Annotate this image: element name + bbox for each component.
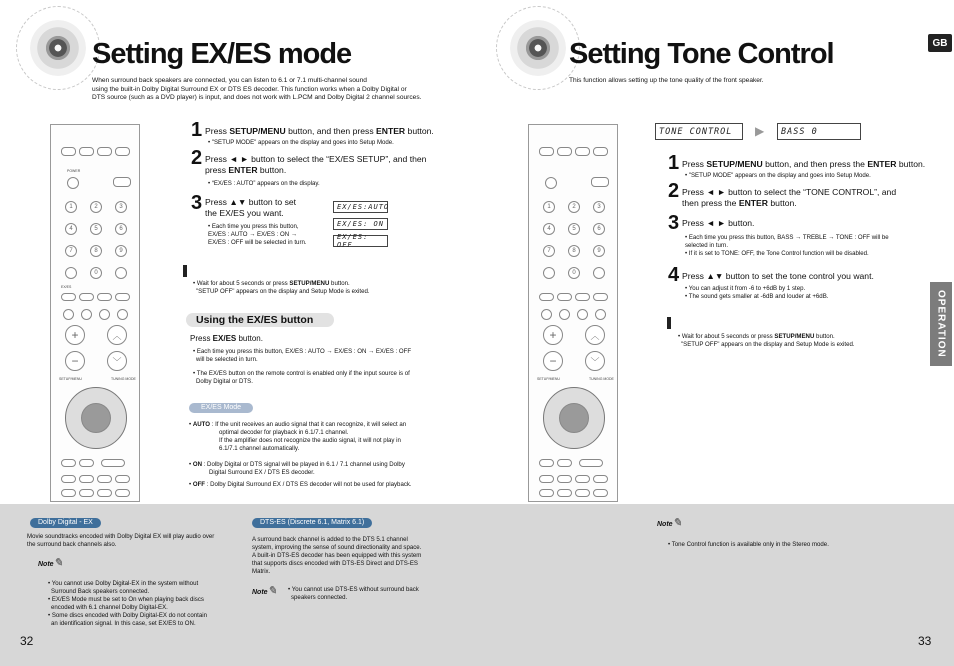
remote-top-button <box>79 147 94 156</box>
step-3-text: Press ▲▼ button to set the EX/ES you want. <box>205 197 297 218</box>
remote-volume-down-button: − <box>543 351 563 371</box>
remote-bottom-button <box>593 475 608 483</box>
dolby-digital-ex-tag: Dolby Digital - EX <box>30 518 101 528</box>
remote-power-button <box>67 177 79 189</box>
remote-digit-7: 7 <box>65 245 77 257</box>
note-icon: Note✎ <box>657 517 682 529</box>
remote-dsp-button <box>557 459 572 467</box>
remote-control-image <box>50 124 140 502</box>
remote-navigation-pad <box>65 387 127 449</box>
right-bottom-panel <box>477 504 954 666</box>
remote-function-button <box>79 293 94 301</box>
lcd-exes-auto: EX/ES:AUTO <box>333 201 388 213</box>
remote-sleep-button <box>543 267 555 279</box>
dolby-notes: • You cannot use Dolby Digital-EX in the system without Surround Back speakers connected. • EX/ES Mode must be set to On when playing back discs encoded with 6.1 channel Dolby Digital-EX. • Some discs encoded with Dolby Digital-EX do not contain an identification signal. In this case, set EX/ES to ON. <box>48 580 207 627</box>
remote-digit-6: 6 <box>115 223 127 235</box>
remote-top-button <box>115 147 130 156</box>
dts-es-tag: DTS-ES (Discrete 6.1, Matrix 6.1) <box>252 518 372 528</box>
exes-press-text: Press EX/ES button. <box>190 334 263 343</box>
step-2-number: 2 <box>191 147 203 169</box>
remote-top-button <box>61 147 76 156</box>
remote-skip-button <box>595 309 606 320</box>
remote-mute-button <box>593 267 605 279</box>
remote-bottom-button <box>557 489 572 497</box>
lcd-exes-on: EX/ES: ON <box>333 218 388 230</box>
remote-digit-0: 0 <box>568 267 580 279</box>
left-bottom-panel <box>0 504 477 666</box>
remote-setup-menu-label: SETUP/MENU <box>537 377 560 381</box>
remote-top-button <box>593 147 608 156</box>
disc-icon <box>510 20 566 76</box>
remote-top-button <box>539 147 554 156</box>
remote-bottom-button <box>97 489 112 497</box>
remote-function-button <box>115 293 130 301</box>
remote-function-button <box>557 293 572 301</box>
remote-tuning-up-button: ︿ <box>107 325 127 345</box>
remote-tuning-up-button: ︿ <box>585 325 605 345</box>
remote-bottom-button <box>61 489 76 497</box>
remote-skip-button <box>117 309 128 320</box>
intro-text: When surround back speakers are connected, you can listen to 6.1 or 7.1 multi-channel sound using the built-in Dolby Digital Surround EX or DTS ES decoder. This function works when a Dolby Digital or DTS source (such as a DVD player) is input, and does not work with L.PCM and Dolby Digital 2 channel sources. <box>92 77 422 102</box>
remote-stop-button <box>81 309 92 320</box>
remote-digit-6: 6 <box>593 223 605 235</box>
gb-language-tab: GB <box>928 34 952 52</box>
remote-top-button <box>97 147 112 156</box>
pencil-icon: ✎ <box>672 517 682 529</box>
mode-off: • OFF : Dolby Digital Surround EX / DTS ES decoder will not be used for playback. <box>189 481 412 488</box>
remote-power-label: POWER <box>67 169 81 173</box>
note-marker <box>667 317 671 329</box>
remote-digit-3: 3 <box>593 201 605 213</box>
remote-tuner-memory-button <box>101 459 125 467</box>
lcd-bass-value: BASS 0 <box>777 123 861 140</box>
step-1-text: Press SETUP/MENU button, and then press the ENTER button. <box>682 159 926 169</box>
step-1-number: 1 <box>191 119 203 141</box>
remote-function-button <box>97 293 112 301</box>
remote-top-button <box>575 147 590 156</box>
remote-function-button <box>539 293 554 301</box>
remote-digit-1: 1 <box>65 201 77 213</box>
step-1-number: 1 <box>668 152 680 174</box>
exes-section-heading: Using the EX/ES button <box>196 314 314 326</box>
remote-digit-3: 3 <box>115 201 127 213</box>
step-2-text: Press ◄ ► button to select the “EX/ES SETUP”, and then press ENTER button. <box>205 154 427 175</box>
remote-pause-button <box>577 309 588 320</box>
remote-bottom-button <box>79 475 94 483</box>
remote-bottom-button <box>115 475 130 483</box>
remote-mute-button <box>115 267 127 279</box>
remote-bottom-button <box>61 475 76 483</box>
dolby-digital-ex-text: Movie soundtracks encoded with Dolby Digital EX will play audio over the surround back channels also. <box>27 533 215 548</box>
step-3-text: Press ◄ ► button. <box>682 218 755 228</box>
remote-digit-7: 7 <box>543 245 555 257</box>
remote-volume-down-button: − <box>65 351 85 371</box>
dts-notes: • You cannot use DTS-ES without surround back speakers connected. <box>288 586 419 601</box>
remote-function-button <box>593 293 608 301</box>
remote-function-button <box>575 293 590 301</box>
remote-receiver-button <box>113 177 131 187</box>
remote-bottom-button <box>79 489 94 497</box>
remote-bottom-button <box>557 475 572 483</box>
remote-dsp-button <box>79 459 94 467</box>
step-2-number: 2 <box>668 180 680 202</box>
remote-tuning-mode-label: TUNING MODE <box>589 377 614 381</box>
exes-bullets: • Each time you press this button, EX/ES : AUTO → EX/ES : ON → EX/ES : OFF will be selected in turn. • The EX/ES button on the remote control is enabled only if the input source is of Dolby Digital or DTS. <box>193 348 412 385</box>
mode-on: • ON : Dolby Digital or DTS signal will be played in 6.1 / 7.1 channel using Dolby Digital Surround EX / DTS ES decoder. <box>189 461 405 476</box>
page-title: Setting EX/ES mode <box>92 38 352 70</box>
remote-tuning-mode-label: TUNING MODE <box>111 377 136 381</box>
step-3-notes: • Each time you press this button, EX/ES : AUTO → EX/ES : ON → EX/ES : OFF will be selected in turn. <box>208 223 307 246</box>
step-1-note: • "SETUP MODE" appears on the display and goes into Setup Mode. <box>685 172 871 179</box>
remote-digit-8: 8 <box>90 245 102 257</box>
step-4-number: 4 <box>668 264 680 286</box>
remote-digit-5: 5 <box>568 223 580 235</box>
remote-power-button <box>545 177 557 189</box>
arrow-right-icon: ▶ <box>755 124 765 138</box>
step-1-text: Press SETUP/MENU button, and then press ENTER button. <box>205 126 434 136</box>
step-4-notes: • You can adjust it from -6 to +6dB by 1 step. • The sound gets smaller at -6dB and louder at +6dB. <box>685 285 829 300</box>
lcd-exes-off: EX/ES: OFF <box>333 235 388 247</box>
remote-info-button <box>61 459 76 467</box>
remote-receiver-button <box>591 177 609 187</box>
step-3-number: 3 <box>191 192 203 214</box>
remote-digit-0: 0 <box>90 267 102 279</box>
remote-tuner-memory-button <box>579 459 603 467</box>
page-number-right: 33 <box>918 634 932 648</box>
remote-digit-9: 9 <box>593 245 605 257</box>
pencil-icon: ✎ <box>267 585 277 597</box>
remote-setup-menu-label: SETUP/MENU <box>59 377 82 381</box>
remote-bottom-button <box>539 475 554 483</box>
remote-volume-up-button: + <box>65 325 85 345</box>
dts-note-icon: Note✎ <box>252 585 277 597</box>
remote-bottom-button <box>575 475 590 483</box>
mode-auto: • AUTO : If the unit receives an audio signal that it can recognize, it will select an optimal decoder for playback in 6.1/7.1 channel. If the amplifier does not recognize the audio signal, it will not play in 6.1/7.1 channel automatically. <box>189 421 407 452</box>
page-title: Setting Tone Control <box>569 38 834 70</box>
remote-control-image <box>528 124 618 502</box>
step-2-note: • “EX/ES : AUTO” appears on the display. <box>208 180 320 187</box>
remote-bottom-button <box>593 489 608 497</box>
exes-mode-tag: EX/ES Mode <box>189 403 253 413</box>
remote-digit-2: 2 <box>90 201 102 213</box>
remote-volume-up-button: + <box>543 325 563 345</box>
remote-digit-5: 5 <box>90 223 102 235</box>
remote-exes-label: EX/ES <box>61 285 72 289</box>
note-marker <box>183 265 187 277</box>
remote-enter-button <box>559 403 589 433</box>
page-number-left: 32 <box>20 634 34 648</box>
remote-tuning-down-button: ﹀ <box>585 351 605 371</box>
operation-tab: OPERATION <box>930 282 952 366</box>
step-3-number: 3 <box>668 212 680 234</box>
remote-enter-button <box>81 403 111 433</box>
remote-sleep-button <box>65 267 77 279</box>
tone-note: • Tone Control function is available only in the Stereo mode. <box>668 541 829 548</box>
step-4-text: Press ▲▼ button to set the tone control you want. <box>682 271 874 281</box>
remote-top-button <box>557 147 572 156</box>
step-1-note: • "SETUP MODE" appears on the display and goes into Setup Mode. <box>208 139 394 146</box>
remote-bottom-button <box>115 489 130 497</box>
remote-bottom-button <box>97 475 112 483</box>
lcd-tone-control: TONE CONTROL <box>655 123 743 140</box>
remote-info-button <box>539 459 554 467</box>
remote-stop-button <box>559 309 570 320</box>
intro-text: This function allows setting up the tone quality of the front speaker. <box>569 77 764 84</box>
wait-note: • Wait for about 5 seconds or press SETUP/MENU button. "SETUP OFF" appears on the display and Setup Mode is exited. <box>193 280 370 295</box>
remote-play-button <box>541 309 552 320</box>
step-2-text: Press ◄ ► button to select the “TONE CONTROL”, and then press the ENTER button. <box>682 187 897 208</box>
remote-navigation-pad <box>543 387 605 449</box>
dts-es-text: A surround back channel is added to the DTS 5.1 channel system, improving the sense of sound directionality and space. A built-in DTS-ES decoder has been equipped with this system that supports discs encoded with DTS-ES Direct and DTS-ES Matrix. <box>252 536 422 575</box>
remote-digit-4: 4 <box>65 223 77 235</box>
step-3-notes: • Each time you press this button, BASS → TREBLE → TONE : OFF will be selected in turn. • If it is set to TONE: OFF, the Tone Control function will be disabled. <box>685 234 889 257</box>
wait-note: • Wait for about 5 seconds or press SETUP/MENU button. "SETUP OFF" appears on the display and Setup Mode is exited. <box>678 333 855 348</box>
remote-digit-1: 1 <box>543 201 555 213</box>
note-icon: Note✎ <box>38 557 63 569</box>
remote-digit-9: 9 <box>115 245 127 257</box>
remote-exes-button <box>61 293 76 301</box>
remote-digit-2: 2 <box>568 201 580 213</box>
remote-digit-8: 8 <box>568 245 580 257</box>
remote-bottom-button <box>575 489 590 497</box>
remote-tuning-down-button: ﹀ <box>107 351 127 371</box>
pencil-icon: ✎ <box>53 557 63 569</box>
remote-pause-button <box>99 309 110 320</box>
remote-bottom-button <box>539 489 554 497</box>
disc-icon <box>30 20 86 76</box>
remote-digit-4: 4 <box>543 223 555 235</box>
remote-play-button <box>63 309 74 320</box>
